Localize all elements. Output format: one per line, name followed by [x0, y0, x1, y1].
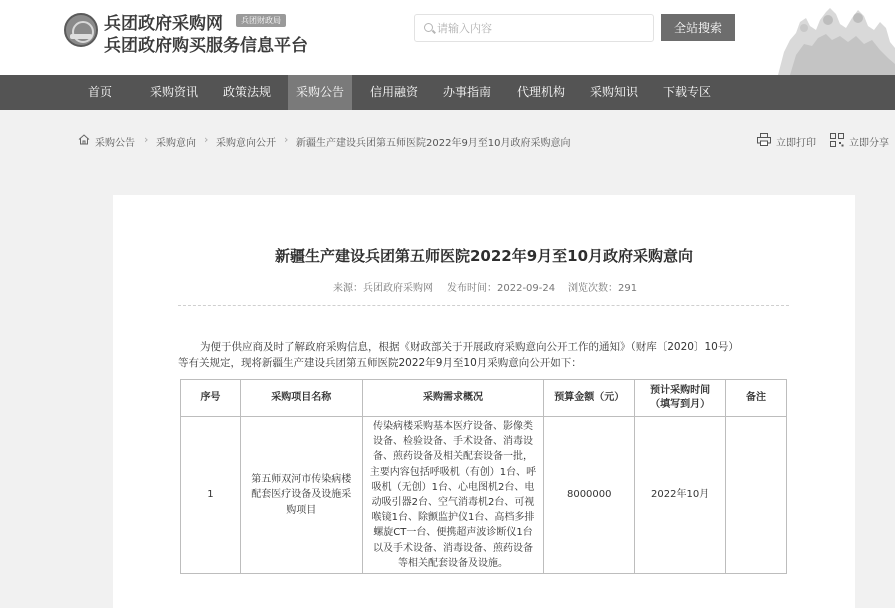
search-icon	[424, 23, 433, 32]
cell-remark	[726, 417, 787, 574]
site-logo-emblem-icon[interactable]	[64, 13, 98, 47]
cell-expected-time: 2022年10月	[635, 417, 726, 574]
cell-requirement-summary: 传染病楼采购基本医疗设备、影像类设备、检验设备、手术设备、消毒设备、煎药设备及相关配套设备一批，主要内容包括呼吸机（有创）1台、呼吸机（无创）1台、心电图机2台、电动吸引器2台、空气消毒机2台、可视喉镜1台、除颤监护仪1台、高档多排螺旋CT一台、便携超声波诊断仪1台以及手术设备、消毒设备、煎药设备等相关配套设备及设施。	[362, 417, 544, 574]
table-header-row	[181, 380, 787, 417]
table-row	[181, 417, 787, 574]
header-project-name: 采购项目名称	[240, 380, 362, 417]
nav-item-procurement-notices[interactable]: 采购公告	[288, 75, 352, 110]
header-budget: 预算金额（元）	[544, 380, 635, 417]
article-title: 新疆生产建设兵团第五师医院2022年9月至10月政府采购意向	[274, 247, 694, 265]
share-button[interactable]: 立即分享	[849, 138, 889, 149]
header-requirement-summary: 采购需求概况	[362, 380, 544, 417]
home-icon	[78, 134, 90, 145]
intro-paragraph-line1: 为便于供应商及时了解政府采购信息，根据《财政部关于开展政府采购意向公开工作的通知》（财库〔2020〕10号）	[200, 341, 739, 353]
breadcrumb-item-notices[interactable]: 采购公告	[95, 138, 135, 149]
nav-item-policies[interactable]: 政策法规	[222, 85, 271, 99]
qr-share-icon[interactable]	[830, 133, 844, 147]
title-divider	[178, 305, 789, 306]
cell-budget: 8000000	[544, 417, 635, 574]
intro-paragraph-line2: 等有关规定，现将新疆生产建设兵团第五师医院2022年9月至10月采购意向公开如下：	[178, 357, 582, 369]
nav-item-procurement-knowledge[interactable]: 采购知识	[589, 85, 638, 99]
breadcrumb-item-current: 新疆生产建设兵团第五师医院2022年9月至10月政府采购意向	[296, 138, 571, 149]
article-content	[113, 195, 855, 608]
nav-item-agencies[interactable]: 代理机构	[516, 85, 565, 99]
cell-project-name: 第五师双河市传染病楼配套医疗设备及设施采购项目	[240, 417, 362, 574]
article-view-count: 浏览次数：291	[568, 283, 638, 294]
header-expected-time: 预计采购时间（填写到月）	[635, 380, 726, 417]
site-subtitle[interactable]: 兵团政府购买服务信息平台	[104, 36, 308, 56]
search-box	[414, 14, 654, 42]
article-source: 来源：兵团政府采购网	[333, 283, 433, 294]
header-sculpture-decoration-icon	[770, 0, 895, 75]
breadcrumb-separator-icon: ›	[284, 133, 289, 146]
site-header	[0, 0, 895, 75]
breadcrumb-item-intentions[interactable]: 采购意向	[156, 138, 196, 149]
nav-item-downloads[interactable]: 下载专区	[662, 85, 711, 99]
nav-item-home[interactable]: 首页	[87, 85, 112, 99]
breadcrumb-item-intentions-public[interactable]: 采购意向公开	[216, 138, 276, 149]
site-tag-badge: 兵团财政局	[236, 14, 286, 27]
header-remark: 备注	[726, 380, 787, 417]
nav-item-procurement-news[interactable]: 采购资讯	[149, 85, 198, 99]
print-icon[interactable]	[757, 133, 771, 146]
nav-item-service-guide[interactable]: 办事指南	[442, 85, 491, 99]
cell-serial-no: 1	[181, 417, 241, 574]
breadcrumb-separator-icon: ›	[144, 133, 149, 146]
site-search-button[interactable]: 全站搜索	[661, 14, 735, 41]
print-button[interactable]: 立即打印	[776, 138, 816, 149]
site-name[interactable]: 兵团政府采购网	[104, 14, 223, 34]
main-nav	[0, 75, 895, 110]
breadcrumb	[0, 130, 895, 152]
nav-item-credit-financing[interactable]: 信用融资	[369, 85, 418, 99]
search-input[interactable]	[437, 19, 647, 37]
article-publish-time: 发布时间：2022-09-24	[447, 283, 556, 294]
header-serial-no: 序号	[181, 380, 241, 417]
breadcrumb-separator-icon: ›	[204, 133, 209, 146]
procurement-intention-table	[180, 379, 787, 574]
